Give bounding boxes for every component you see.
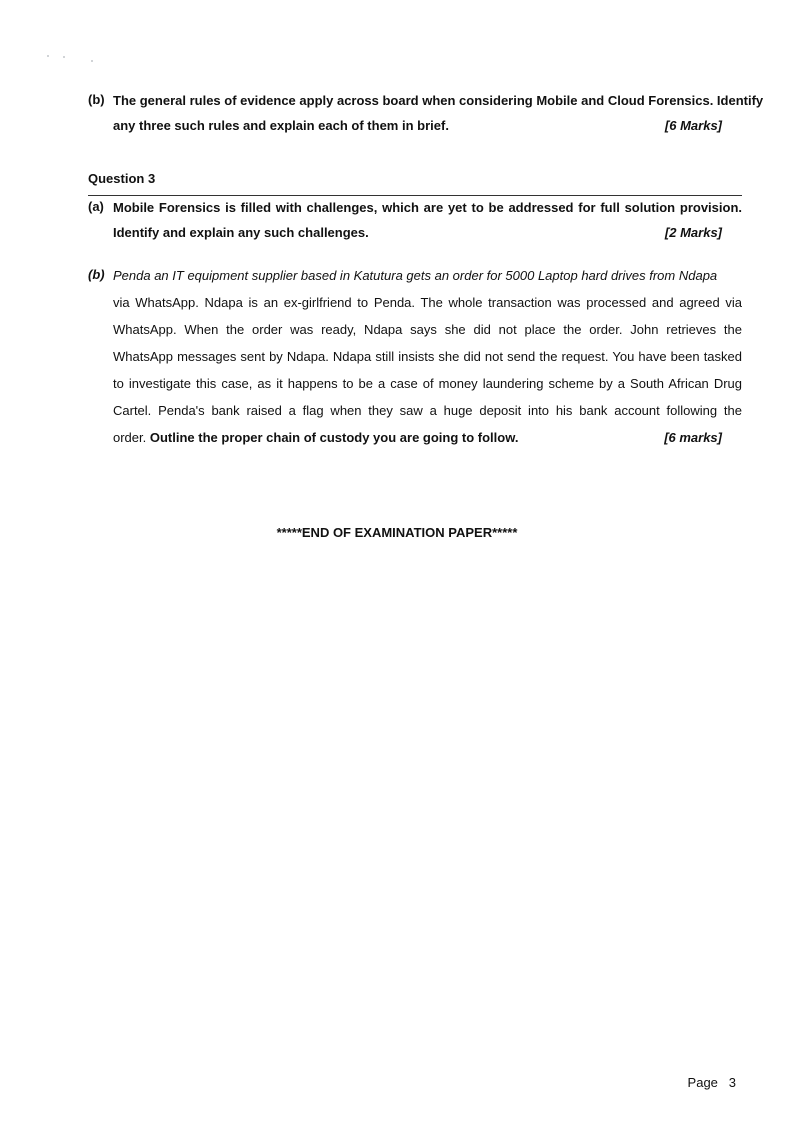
question-3a-line-2: Identify and explain any such challenges. (113, 225, 369, 240)
heading-divider (88, 195, 742, 196)
scan-speck (91, 60, 93, 62)
question-3b-line-3: WhatsApp. When the order was ready, Ndapa says she did not place the order. John retrieves the (113, 322, 742, 337)
question-3-heading: Question 3 (88, 171, 156, 186)
scan-speck (47, 55, 49, 57)
page-number (688, 1075, 736, 1090)
question-3b-line-7 (113, 429, 518, 447)
page-number-value: 3 (728, 1075, 736, 1090)
question-3a-line-1: Mobile Forensics is filled with challenges, which are yet to be addressed for full solution provision. (113, 200, 742, 215)
question-3a (88, 199, 742, 249)
question-2b-line-1: The general rules of evidence apply across board when considering Mobile and Cloud Forensics. Identify (113, 93, 764, 108)
question-2b-label: (b) (88, 92, 105, 107)
question-2b (88, 92, 764, 142)
question-3b-line-2: via WhatsApp. Ndapa is an ex-girlfriend to Penda. The whole transaction was processed and agreed via (113, 295, 742, 310)
question-3b-line-5: to investigate this case, as it happens to be a case of money laundering scheme by a South African Drug (113, 376, 742, 391)
question-3b-line-6: Cartel. Penda's bank raised a flag when they saw a huge deposit into his bank account following the (113, 403, 742, 418)
question-2b-line-2: any three such rules and explain each of them in brief. (113, 118, 449, 133)
question-3b-line-1: Penda an IT equipment supplier based in Katutura gets an order for 5000 Laptop hard drives from Ndapa (113, 268, 718, 283)
end-of-paper: *****END OF EXAMINATION PAPER***** (276, 525, 518, 540)
question-3b-line-7-start: order. (113, 430, 147, 445)
page-label: Page (687, 1075, 718, 1090)
scan-speck (63, 56, 65, 58)
question-3a-label: (a) (88, 199, 104, 214)
question-3b-instruction: Outline the proper chain of custody you are going to follow. (149, 430, 519, 445)
question-3b-line-4: WhatsApp messages sent by Ndapa. Ndapa still insists she did not send the request. You have been tasked (113, 349, 742, 364)
question-3b-label: (b) (88, 267, 105, 282)
question-3b-marks: [6 marks] (664, 430, 722, 445)
question-2b-marks: [6 Marks] (664, 118, 722, 133)
question-3a-marks: [2 Marks] (664, 225, 722, 240)
question-3b (88, 267, 742, 457)
